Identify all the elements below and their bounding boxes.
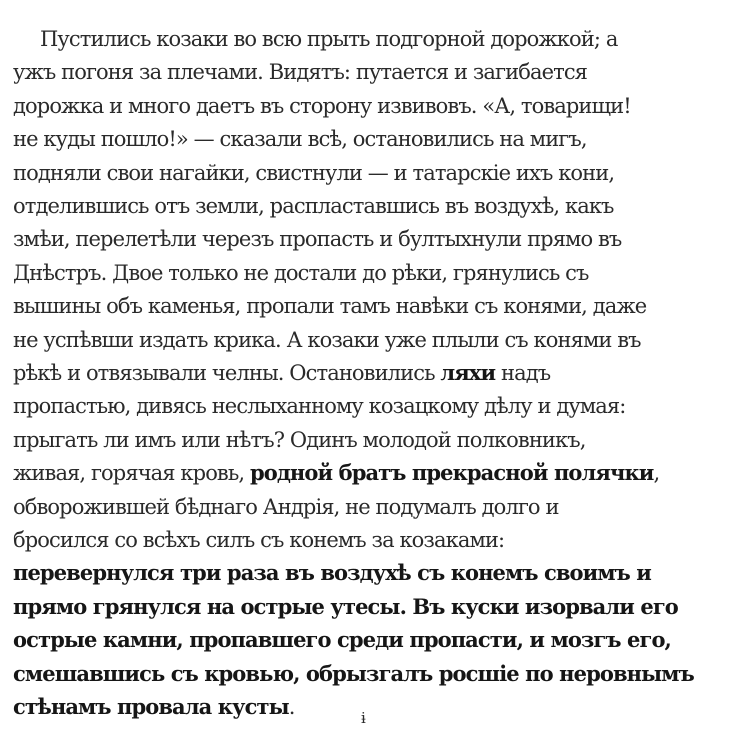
text-run: змѣи, перелетѣли черезъ пропасть и бултыхнули прямо въ <box>13 227 622 252</box>
text-run: отделившись отъ земли, распластавшись въ воздухѣ, какъ <box>13 194 614 218</box>
text-line <box>13 222 621 256</box>
text-line <box>13 289 646 323</box>
bold-text: стѣнамъ провала кусты <box>13 694 289 719</box>
text-line <box>40 22 617 56</box>
text-run: Днѣстръ. Двое только не достали до рѣки, грянулись съ <box>13 260 589 285</box>
text-run: не куды пошло!» — сказали всѣ, остановились на мигъ, <box>13 127 587 152</box>
text-line <box>13 389 625 423</box>
text-line <box>13 189 614 223</box>
text-line <box>13 323 641 357</box>
text-run: рѣкѣ и отвязывали челны. Остановились <box>13 361 441 385</box>
stray-mark: ɨ <box>361 709 366 727</box>
text-line <box>13 156 614 190</box>
text-line <box>13 55 587 89</box>
text-line <box>13 590 678 624</box>
text-line <box>13 523 504 557</box>
text-line <box>13 256 588 290</box>
text-run: дорожка и много даетъ въ сторону извивовъ. «А, товарищи! <box>13 93 631 118</box>
text-run: живая, горячая кровь, <box>13 461 250 486</box>
bold-text: острые камни, пропавшего среди пропасти, и мозгъ его, <box>13 627 671 653</box>
text-run: бросился со всѣхъ силъ съ конемъ за козаками: <box>13 528 505 552</box>
text-line <box>13 423 585 457</box>
text-line <box>13 623 671 657</box>
text-run: Пустились козаки во всю прыть подгорной дорожкой; а <box>40 27 618 51</box>
text-line <box>13 556 651 590</box>
text-run: , <box>653 461 660 486</box>
text-run: надъ <box>495 361 551 385</box>
text-run: подняли свои нагайки, свистнули — и татарскіе ихъ кони, <box>13 160 615 185</box>
text-line <box>13 657 694 691</box>
bold-text: смешавшись съ кровью, обрызгалъ росшіе по неровнымъ <box>13 660 694 686</box>
text-line <box>13 122 587 156</box>
text-line <box>13 456 659 490</box>
bold-text: родной братъ прекрасной полячки <box>249 460 654 486</box>
text-run: обворожившей бѣднаго Андрія, не подумалъ долго и <box>13 494 559 519</box>
bold-text: прямо грянулся на острые утесы. Въ куски изорвали его <box>13 593 678 619</box>
text-run: не успѣвши издать крика. А козаки уже плыли съ конями въ <box>13 327 641 352</box>
text-line <box>13 356 550 390</box>
text-line <box>13 690 295 724</box>
text-run: ужъ погоня за плечами. Видятъ: путается и загибается <box>13 60 588 85</box>
text-run: . <box>288 695 295 719</box>
bold-text: ляхи <box>440 360 496 385</box>
text-line <box>13 490 559 524</box>
text-line <box>13 89 631 123</box>
text-run: вышины объ каменья, пропали тамъ навѣки съ конями, даже <box>13 294 647 319</box>
text-run: пропастью, дивясь неслыханному козацкому дѣлу и думая: <box>13 394 626 419</box>
text-run: прыгать ли имъ или нѣтъ? Одинъ молодой полковникъ, <box>13 427 586 452</box>
bold-text: перевернулся три раза въ воздухѣ съ конемъ своимъ и <box>13 560 651 586</box>
